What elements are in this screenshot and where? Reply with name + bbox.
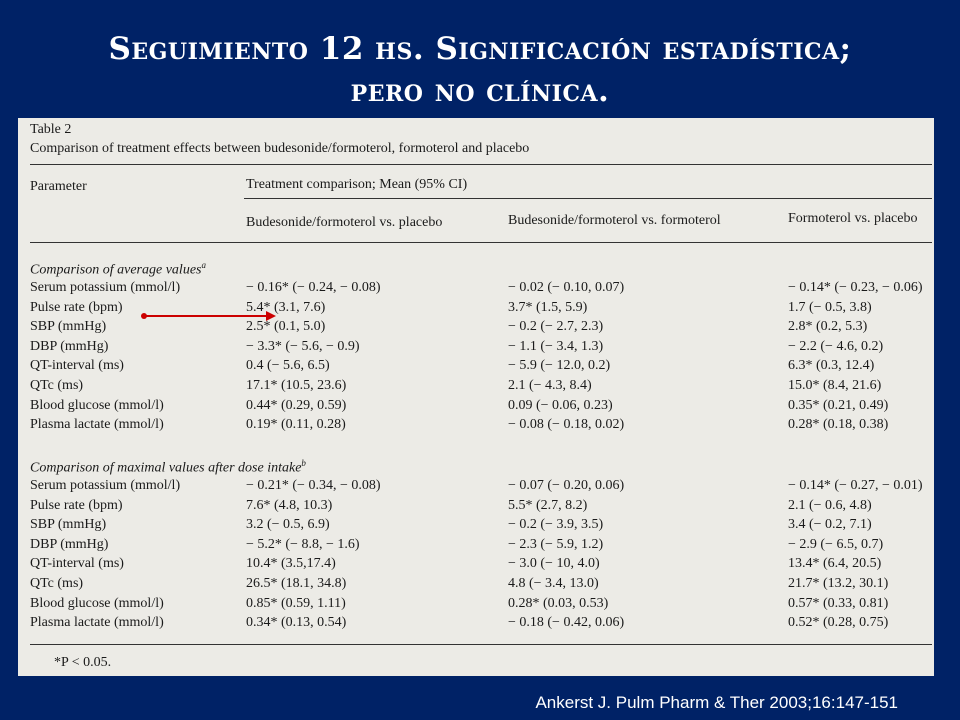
row-value-c1: 17.1* (10.5, 23.6) [246, 378, 347, 393]
row-parameter: DBP (mmHg) [30, 536, 109, 552]
row-parameter: Pulse rate (bpm) [30, 497, 123, 513]
row-value-c1: − 0.21* (− 0.34, − 0.08) [246, 478, 381, 493]
row-parameter: Plasma lactate (mmol/l) [30, 615, 164, 631]
slide-title-line-2: pero no clínica. [350, 73, 610, 109]
row-parameter: QTc (ms) [30, 378, 84, 393]
section-b-sup: b [301, 458, 306, 468]
row-parameter: Blood glucose (mmol/l) [30, 595, 164, 611]
slide-title [0, 28, 960, 112]
rule-bottom [30, 644, 932, 645]
row-value-c1: − 0.16* (− 0.24, − 0.08) [246, 280, 381, 295]
row-parameter: DBP (mmHg) [30, 338, 109, 354]
row-value-c3: 3.4 (− 0.2, 7.1) [788, 517, 872, 533]
row-value-c2: − 0.2 (− 3.9, 3.5) [508, 517, 604, 533]
row-value-c1: 10.4* (3.5,17.4) [246, 556, 336, 572]
red-double-arrow [140, 310, 276, 322]
row-value-c2: 0.09 (− 0.06, 0.23) [508, 397, 613, 413]
row-value-c1: 0.34* (0.13, 0.54) [246, 615, 347, 631]
arrow-head [266, 311, 276, 321]
row-parameter: SBP (mmHg) [30, 319, 107, 335]
row-value-c1: 5.4* (3.1, 7.6) [246, 299, 326, 315]
col-header-2: Budesonide/formoterol vs. formoterol [508, 213, 721, 228]
section-b-title-text: Comparison of maximal values after dose intake [30, 460, 302, 476]
row-value-c2: − 0.08 (− 0.18, 0.02) [508, 417, 625, 433]
row-value-c2: 2.1 (− 4.3, 8.4) [508, 378, 592, 393]
row-value-c2: − 2.3 (− 5.9, 1.2) [508, 536, 604, 552]
row-value-c3: − 0.14* (− 0.23, − 0.06) [788, 280, 923, 295]
row-value-c2: 4.8 (− 3.4, 13.0) [508, 576, 599, 591]
arrow-tail-dot [141, 313, 147, 319]
row-parameter: Blood glucose (mmol/l) [30, 397, 164, 413]
row-value-c3: 0.52* (0.28, 0.75) [788, 615, 889, 631]
row-value-c3: 2.8* (0.2, 5.3) [788, 319, 868, 335]
col-header-3: Formoterol vs. placebo [788, 211, 918, 226]
row-value-c1: 0.44* (0.29, 0.59) [246, 397, 347, 413]
citation: Ankerst J. Pulm Pharm & Ther 2003;16:147-151 [535, 693, 898, 712]
row-parameter: Pulse rate (bpm) [30, 299, 123, 315]
row-value-c3: 6.3* (0.3, 12.4) [788, 358, 875, 374]
row-value-c1: 0.4 (− 5.6, 6.5) [246, 358, 330, 374]
row-value-c1: 3.2 (− 0.5, 6.9) [246, 517, 330, 533]
row-value-c3: − 2.9 (− 6.5, 0.7) [788, 536, 884, 552]
row-value-c2: 0.28* (0.03, 0.53) [508, 595, 609, 611]
row-value-c1: − 3.3* (− 5.6, − 0.9) [246, 338, 360, 354]
section-a-title-text: Comparison of average values [30, 262, 202, 278]
row-value-c2: 5.5* (2.7, 8.2) [508, 497, 588, 513]
row-parameter: Serum potassium (mmol/l) [30, 478, 181, 493]
row-value-c2: − 0.2 (− 2.7, 2.3) [508, 319, 604, 335]
row-value-c3: 13.4* (6.4, 20.5) [788, 556, 882, 572]
row-value-c3: 0.35* (0.21, 0.49) [788, 397, 889, 413]
slide-title-line-1: Seguimiento 12 hs. Significación estadística; [108, 31, 852, 67]
row-value-c3: 0.28* (0.18, 0.38) [788, 417, 889, 433]
row-value-c3: 1.7 (− 0.5, 3.8) [788, 299, 872, 315]
row-value-c3: − 0.14* (− 0.27, − 0.01) [788, 478, 923, 493]
row-value-c3: 0.57* (0.33, 0.81) [788, 595, 889, 611]
row-parameter: QT-interval (ms) [30, 556, 124, 572]
row-value-c2: − 0.18 (− 0.42, 0.06) [508, 615, 625, 631]
row-value-c3: 21.7* (13.2, 30.1) [788, 576, 889, 591]
row-value-c2: − 1.1 (− 3.4, 1.3) [508, 338, 604, 354]
row-value-c2: − 0.02 (− 0.10, 0.07) [508, 280, 625, 295]
section-b-title [30, 458, 306, 477]
row-parameter: Serum potassium (mmol/l) [30, 280, 181, 295]
footnote: *P < 0.05. [54, 655, 112, 670]
table-caption: Comparison of treatment effects between budesonide/formoterol, formoterol and placebo [30, 141, 530, 156]
rule-top [30, 164, 932, 165]
treatment-header: Treatment comparison; Mean (95% CI) [246, 177, 468, 192]
row-value-c1: 0.85* (0.59, 1.11) [246, 595, 346, 611]
row-value-c1: 26.5* (18.1, 34.8) [246, 576, 347, 591]
row-value-c1: 2.5* (0.1, 5.0) [246, 319, 326, 335]
rule-sub-header [244, 198, 932, 199]
row-parameter: SBP (mmHg) [30, 517, 107, 533]
table-label: Table 2 [30, 122, 72, 137]
row-value-c3: 2.1 (− 0.6, 4.8) [788, 497, 872, 513]
row-value-c3: − 2.2 (− 4.6, 0.2) [788, 338, 884, 354]
row-value-c1: − 5.2* (− 8.8, − 1.6) [246, 536, 360, 552]
section-a-title [30, 260, 206, 279]
row-parameter: QT-interval (ms) [30, 358, 124, 374]
row-value-c2: − 5.9 (− 12.0, 0.2) [508, 358, 611, 374]
scanned-table [18, 118, 934, 676]
row-value-c1: 7.6* (4.8, 10.3) [246, 497, 333, 513]
section-a-sup: a [201, 260, 206, 270]
row-parameter: Plasma lactate (mmol/l) [30, 417, 164, 433]
col-header-1: Budesonide/formoterol vs. placebo [246, 215, 443, 230]
row-value-c1: 0.19* (0.11, 0.28) [246, 417, 346, 433]
row-parameter: QTc (ms) [30, 576, 84, 591]
row-value-c2: − 3.0 (− 10, 4.0) [508, 556, 600, 572]
row-value-c2: 3.7* (1.5, 5.9) [508, 299, 588, 315]
parameter-header: Parameter [30, 179, 87, 194]
row-value-c2: − 0.07 (− 0.20, 0.06) [508, 478, 625, 493]
row-value-c3: 15.0* (8.4, 21.6) [788, 378, 882, 393]
rule-header-bottom [30, 242, 932, 243]
